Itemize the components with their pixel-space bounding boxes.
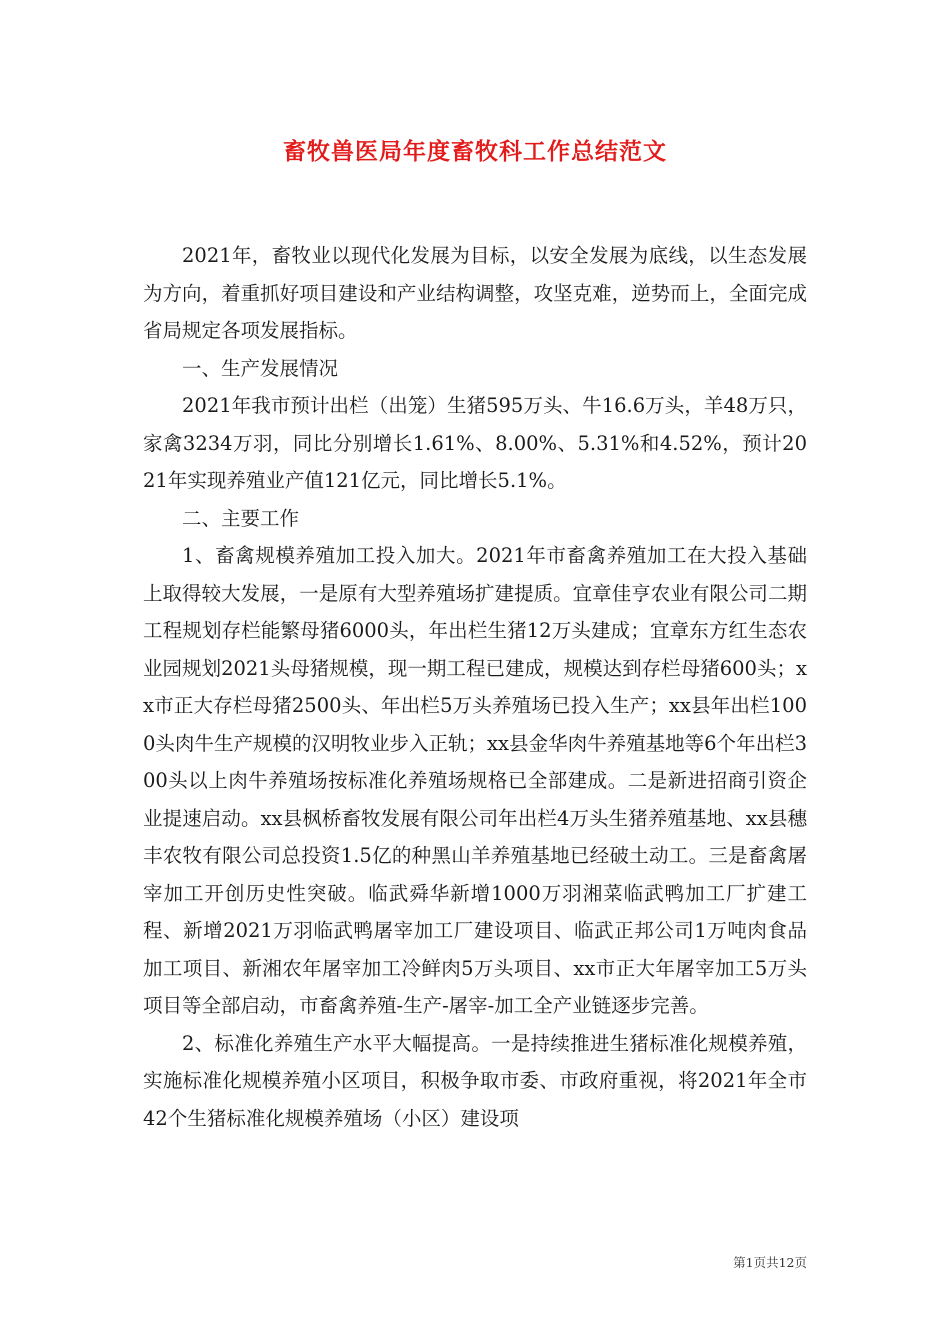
document-title: 畜牧兽医局年度畜牧科工作总结范文 (283, 139, 667, 165)
section-heading-main-work: 二、主要工作 (182, 506, 300, 530)
paragraph-intro: 2021年，畜牧业以现代化发展为目标，以安全发展为底线，以生态发展为方向，着重抓好项目建设和产业结构调整，攻坚克难，逆势而上，全面完成省局规定各项发展指标。 (143, 244, 807, 342)
paragraph-work-item-2: 2、标准化养殖生产水平大幅提高。一是持续推进生猪标准化规模养殖，实施标准化规模养殖小区项目，积极争取市委、市政府重视，将2021年全市42个生猪标准化规模养殖场（小区）建设项 (143, 1031, 807, 1130)
paragraph-production: 2021年我市预计出栏（出笼）生猪595万头、牛16.6万头，羊48万只，家禽3234万羽，同比分别增长1.61%、8.00%、5.31%和4.52%，预计2021年实现养殖业产值121亿元，同比增长5.1%。 (143, 394, 807, 492)
page-number-footer: 第1页共12页 (733, 1255, 807, 1270)
section-heading-production: 一、生产发展情况 (182, 356, 339, 380)
paragraph-work-item-1: 1、畜禽规模养殖加工投入加大。2021年市畜禽养殖加工在大投入基础上取得较大发展，一是原有大型养殖场扩建提质。宜章佳亨农业有限公司二期工程规划存栏能繁母猪6000头，年出栏生猪12万头建成；宜章东方红生态农业园规划2021头母猪规模，现一期工程已建成，规模达到存栏母猪600头；xx市正大存栏母猪2500头、年出栏5万头养殖场已投入生产；xx县年出栏1000头肉牛生产规模的汉明牧业步入正轨；xx县金华肉牛养殖基地等6个年出栏300头以上肉牛养殖场按标准化养殖场规格已全部建成。二是新进招商引资企业提速启动。xx县枫桥畜牧发展有限公司年出栏4万头生猪养殖基地、xx县穗丰农牧有限公司总投资1.5亿的种黑山羊养殖基地已经破土动工。三是畜禽屠宰加工开创历史性突破。临武舜华新增1000万羽湘菜临武鸭加工厂扩建工程、新增2021万羽临武鸭屠宰加工厂建设项目、临武正邦公司1万吨肉食品加工项目、新湘农年屠宰加工冷鲜肉5万头项目、xx市正大年屠宰加工5万头项目等全部启动，市畜禽养殖-生产-屠宰-加工全产业链逐步完善。 (143, 544, 807, 1017)
document-body (143, 237, 807, 1137)
